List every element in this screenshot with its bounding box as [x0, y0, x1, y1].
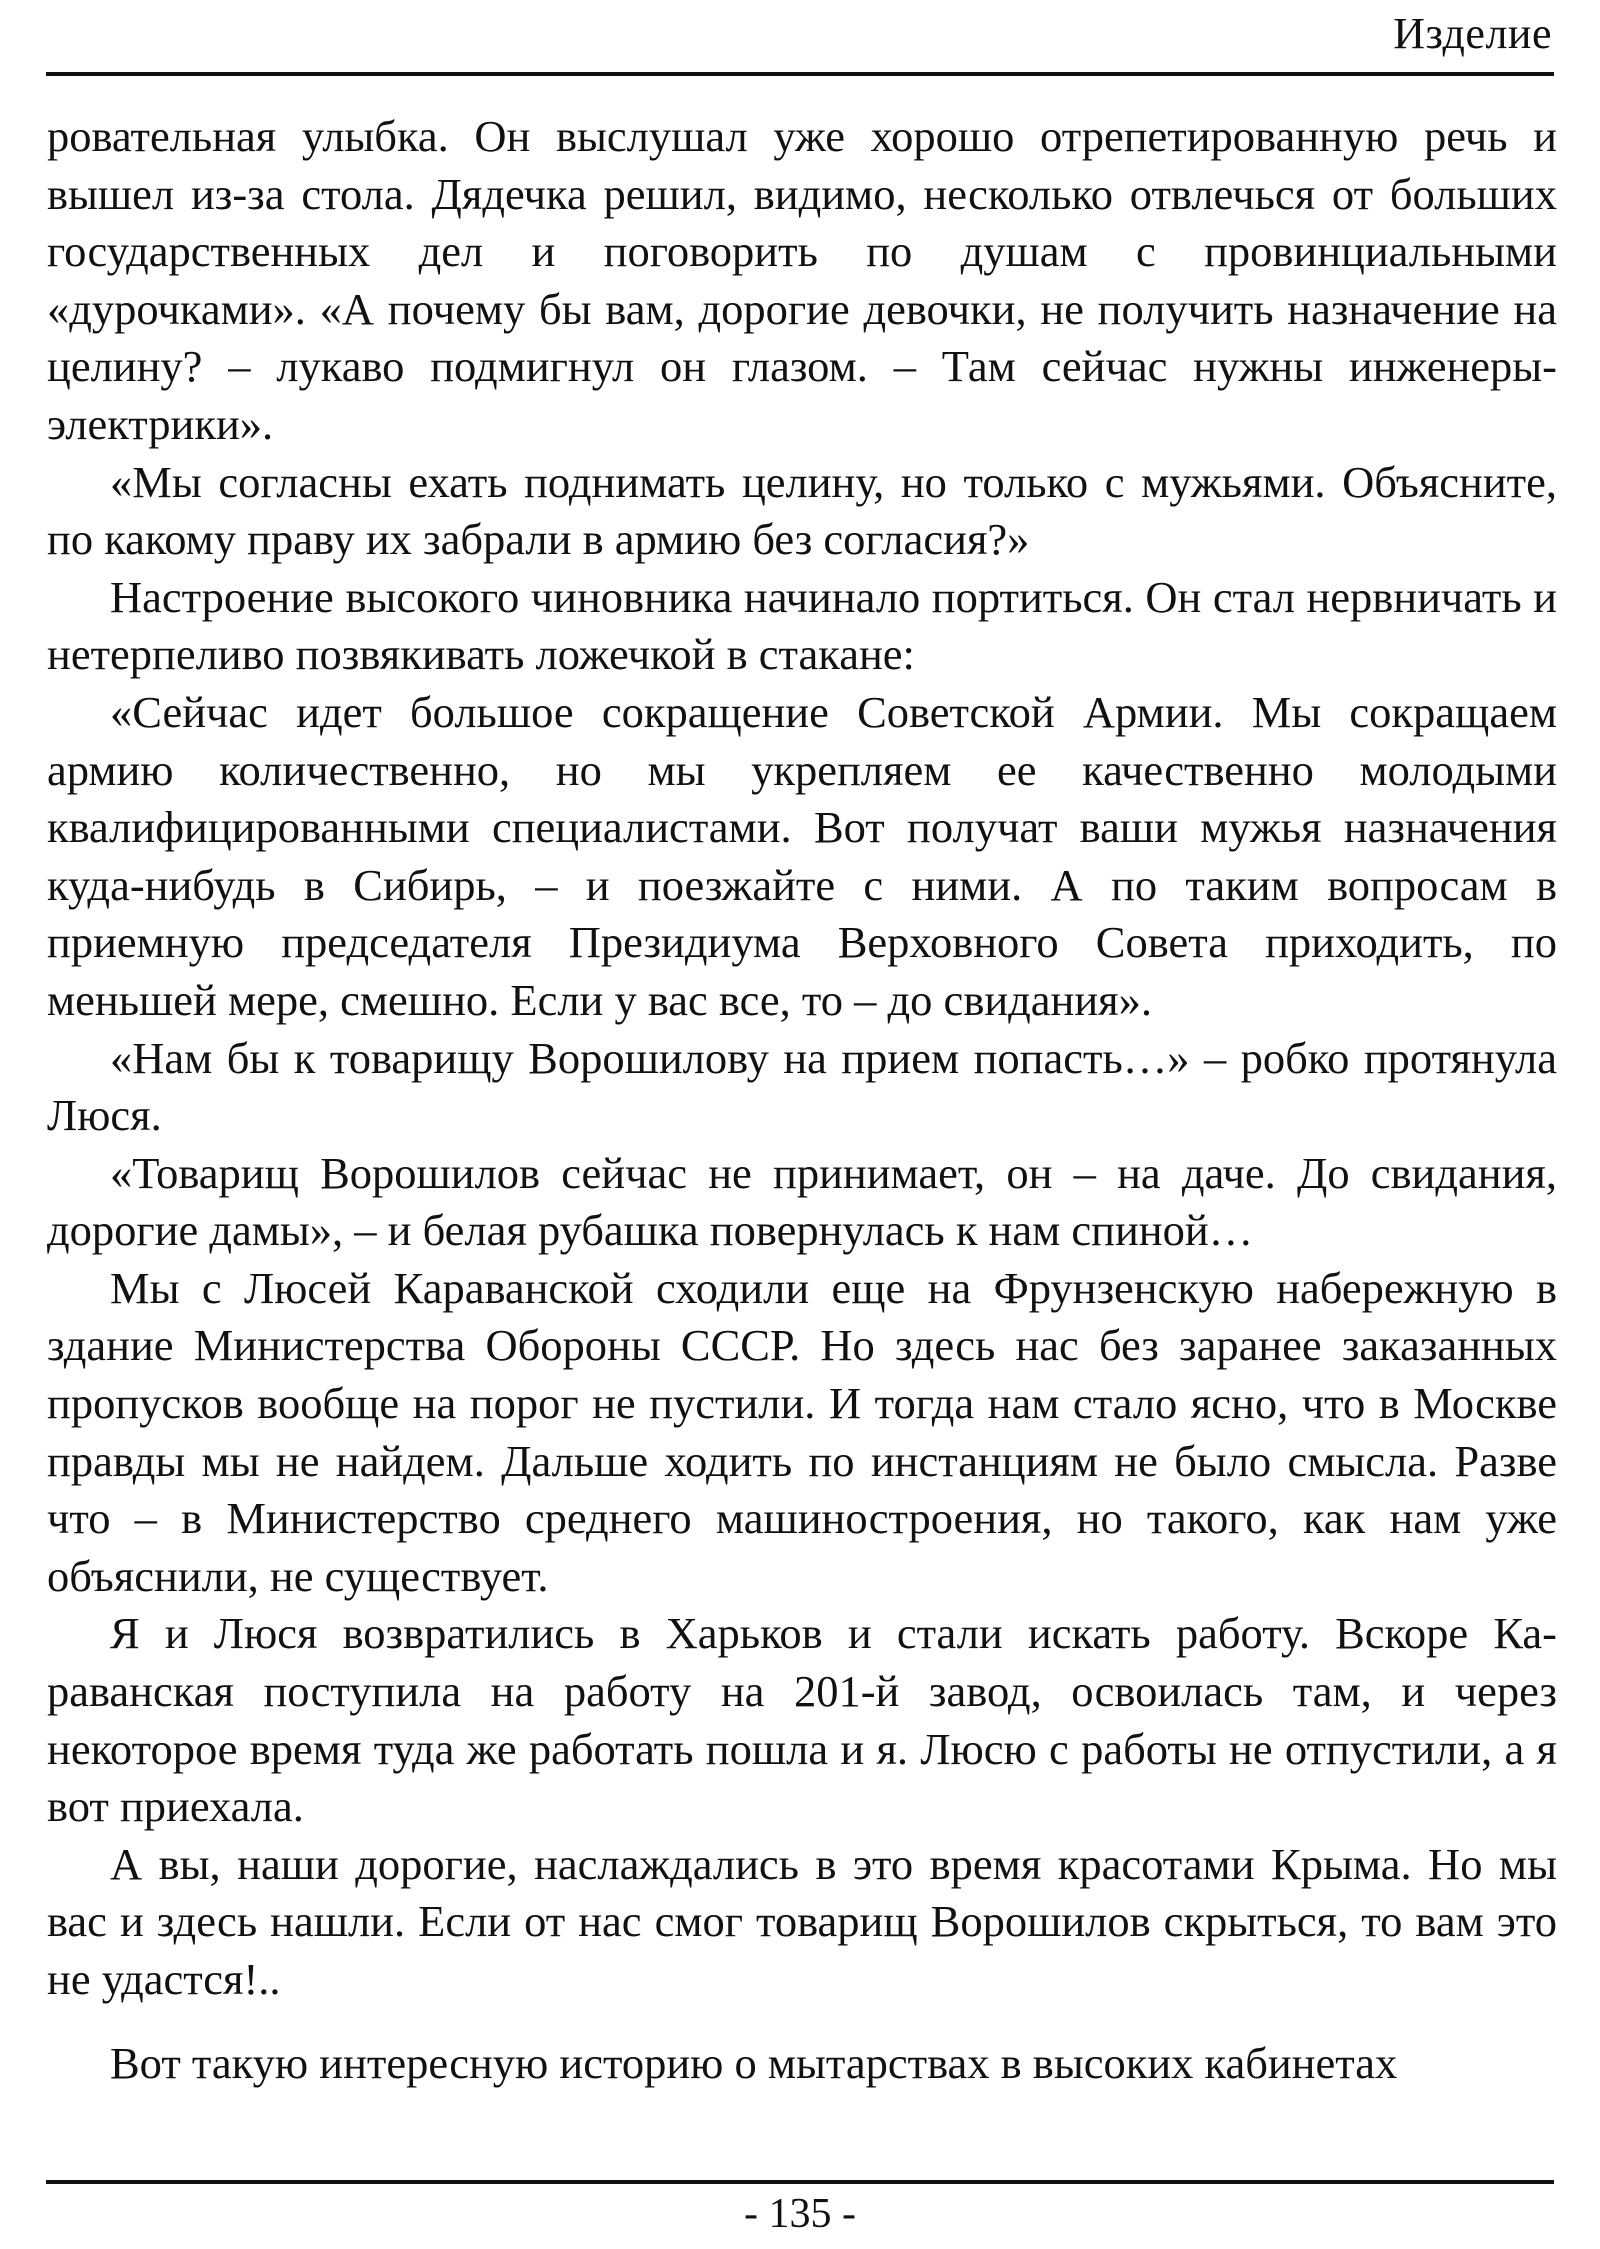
paragraph: Настроение высокого чиновника начинало портиться. Он стал нервничать и нетерпеливо позвякивать ложечкой в стакане: — [47, 571, 1557, 680]
page-body — [47, 108, 1557, 2092]
paragraph: А вы, наши дорогие, наслаждались в это время красотами Крыма. Но мы вас и здесь нашли. Если от нас смог товарищ Ворошилов скрыться, то вам это не удастся!.. — [47, 1838, 1557, 2004]
running-header: Изделие — [1393, 9, 1552, 58]
paragraph: ровательная улыбка. Он выслушал уже хорошо отрепетированную речь и вышел из-за стола. Дядечка решил, видимо, несколько отвлечься от больших государственных дел и поговорить по душам с провинциальными «дурочками». «А почему бы вам, дорогие девочки, не получить назначение на целину? – лукаво подмигнул он глазом. – Там сейчас нужны инженеры-электрики». — [47, 111, 1557, 449]
paragraph: Вот такую интересную историю о мытарствах в высоких кабинетах — [110, 2037, 1398, 2088]
page-number: - 135 - — [744, 2191, 856, 2237]
paragraph: «Товарищ Ворошилов сейчас не принимает, он – на даче. До свидания, дорогие дамы», – и белая рубашка повернулась к нам спиной… — [47, 1147, 1557, 1256]
paragraph: Мы с Люсей Караванской сходили еще на Фрунзенскую набережную в здание Министерства Обороны СССР. Но здесь нас без заранее заказанных пропусков вообще на порог не пустили. И тогда нам стало ясно, что в Москве правды мы не найдем. Дальше ходить по инстанциям не было смысла. Разве что – в Министерство среднего машиностроения, но такого, как нам уже объяснили, не существует. — [47, 1262, 1557, 1601]
paragraph: «Нам бы к товарищу Ворошилову на прием попасть…» – робко протянула Люся. — [47, 1032, 1557, 1141]
paragraph: Я и Люся возвратились в Харьков и стали искать работу. Вскоре Караванская поступила на работу на 201-й завод, освоилась там, и через некоторое время туда же работать пошла и я. Люсю с работы не отпустили, а я вот приехала. — [47, 1608, 1557, 1832]
footer-divider — [46, 2180, 1554, 2184]
paragraph: «Сейчас идет большое сокращение Советской Армии. Мы сокращаем армию количественно, но мы укрепляем ее качественно молодыми квалифицированными специалистами. Вот получат ваши мужья назначения куда-нибудь в Сибирь, – и поезжайте с ними. А по таким вопросам в приемную председателя Президиума Верховного Совета приходить, по меньшей мере, смешно. Если у вас все, то – до свидания». — [47, 686, 1557, 1025]
header-divider — [46, 72, 1554, 76]
paragraph: «Мы согласны ехать поднимать целину, но только с мужьями. Объясните, по какому праву их забрали в армию без согласия?» — [47, 456, 1557, 565]
